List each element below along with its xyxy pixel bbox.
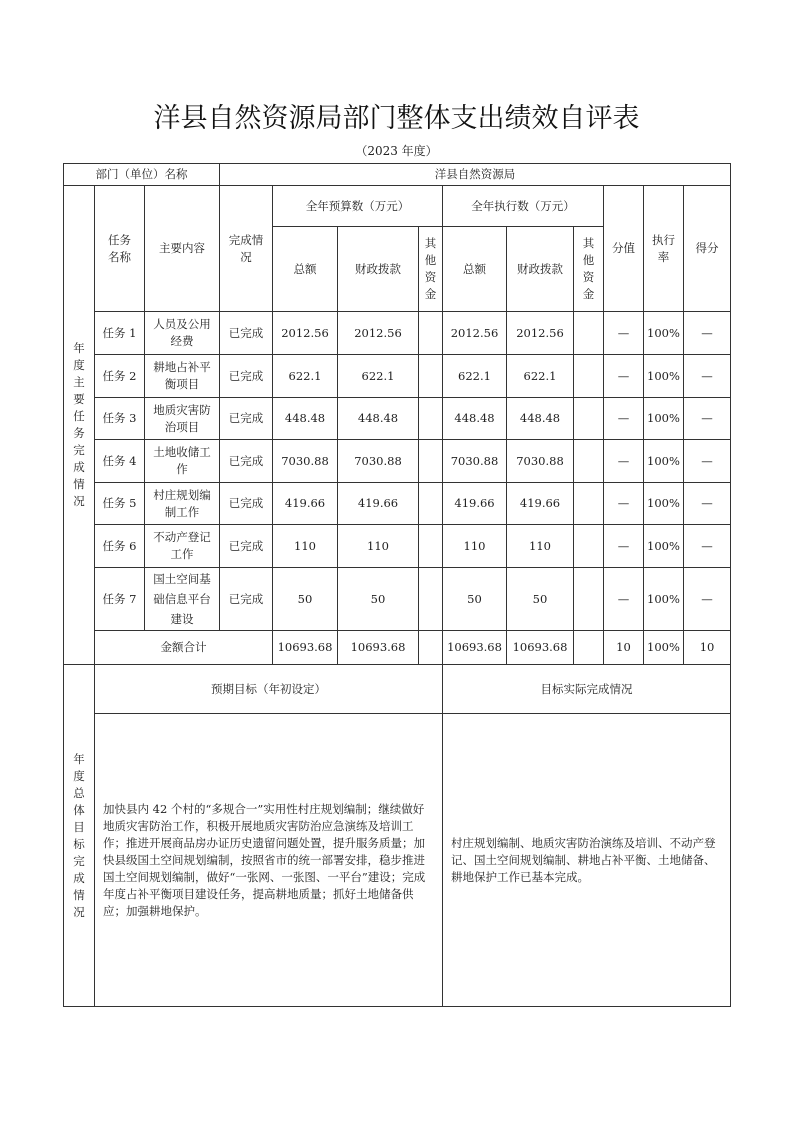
score-value: — <box>604 312 644 355</box>
total-exec-rate: 100% <box>644 631 684 665</box>
exec-rate: 100% <box>644 568 684 631</box>
exec-rate: 100% <box>644 525 684 568</box>
side-label-char: 主 <box>73 375 85 389</box>
score: — <box>684 355 731 398</box>
task-content-text: 地质灾害防治项目 <box>153 402 211 434</box>
side-label-char: 情 <box>73 477 85 491</box>
total-actual-total: 10693.68 <box>443 631 507 665</box>
side-label-char: 情 <box>73 887 85 902</box>
total-budget-total: 10693.68 <box>273 631 338 665</box>
exec-rate: 100% <box>644 312 684 355</box>
side-label-char: 任 <box>73 409 85 423</box>
goals-header-row <box>64 665 731 714</box>
header-budget-other-char: 其 <box>424 236 437 250</box>
table-row <box>64 483 731 525</box>
actual-fiscal: 2012.56 <box>507 312 574 355</box>
actual-fiscal: 622.1 <box>507 355 574 398</box>
table-row <box>64 525 731 568</box>
side-label-char: 完 <box>73 853 85 868</box>
budget-total: 110 <box>273 525 338 568</box>
actual-other <box>574 398 604 440</box>
task-status: 已完成 <box>220 525 273 568</box>
total-actual-other <box>574 631 604 665</box>
task-status: 已完成 <box>220 568 273 631</box>
actual-fiscal: 448.48 <box>507 398 574 440</box>
task-content-text: 国土空间基础信息平台建设 <box>153 572 211 626</box>
side-label-char: 成 <box>73 460 85 474</box>
budget-fiscal: 2012.56 <box>338 312 419 355</box>
expected-goal-text: 加快县内 42 个村的“多规合一”实用性村庄规划编制；继续做好地质灾害防治工作，积极开展地质灾害防治应急演练及培训工作；推进开展商品房办证历史遗留问题处置，提升服务质量；加快县级国土空间规划编制，按照省市的统一部署安排，稳步推进国土空间规划编制，做好“一张网、一张图、一平台”建设；完成年度占补平衡项目建设任务，提高耕地质量；抓好土地储备供应；加强耕地保护。 <box>95 714 443 1007</box>
self-evaluation-table <box>63 163 731 1007</box>
budget-total: 448.48 <box>273 398 338 440</box>
header-actual-fiscal: 财政拨款 <box>507 227 574 312</box>
score: — <box>684 312 731 355</box>
budget-total: 7030.88 <box>273 440 338 483</box>
actual-fiscal: 7030.88 <box>507 440 574 483</box>
task-status: 已完成 <box>220 440 273 483</box>
expected-goal-header: 预期目标（年初设定） <box>95 665 443 714</box>
task-content <box>145 312 220 355</box>
actual-total: 7030.88 <box>443 440 507 483</box>
score-value: — <box>604 398 644 440</box>
exec-rate: 100% <box>644 483 684 525</box>
section2-side-label <box>64 665 95 1007</box>
task-content-text: 土地收储工作 <box>153 445 211 476</box>
actual-total: 448.48 <box>443 398 507 440</box>
side-label-char: 成 <box>73 870 85 885</box>
side-label-char: 年 <box>73 751 85 766</box>
task-status: 已完成 <box>220 355 273 398</box>
unit-label: 部门（单位）名称 <box>64 164 220 186</box>
task-name: 任务 3 <box>95 398 145 440</box>
total-score-value: 10 <box>604 631 644 665</box>
score-value: — <box>604 440 644 483</box>
score: — <box>684 483 731 525</box>
actual-total: 419.66 <box>443 483 507 525</box>
actual-total: 50 <box>443 568 507 631</box>
document-title: 洋县自然资源局部门整体支出绩效自评表 <box>153 103 640 134</box>
task-name: 任务 6 <box>95 525 145 568</box>
side-label-char: 度 <box>73 768 85 783</box>
task-status: 已完成 <box>220 312 273 355</box>
task-status: 已完成 <box>220 398 273 440</box>
budget-fiscal: 110 <box>338 525 419 568</box>
side-label-char: 度 <box>73 358 85 372</box>
budget-other <box>419 398 443 440</box>
header-row-1 <box>64 186 731 227</box>
table-row <box>64 568 731 631</box>
task-content <box>145 440 220 483</box>
task-name: 任务 5 <box>95 483 145 525</box>
budget-other <box>419 440 443 483</box>
task-status: 已完成 <box>220 483 273 525</box>
task-content-text: 村庄规划编制工作 <box>153 487 211 519</box>
table-row <box>64 440 731 483</box>
side-label-char: 年 <box>73 341 85 355</box>
document-year: （2023 年度） <box>355 144 438 158</box>
header-task-name-text: 任务名称 <box>108 232 131 264</box>
budget-total: 419.66 <box>273 483 338 525</box>
task-content-text: 耕地占补平衡项目 <box>153 360 211 391</box>
budget-total: 2012.56 <box>273 312 338 355</box>
header-exec-rate-text: 执行率 <box>652 232 675 264</box>
table-row <box>64 398 731 440</box>
budget-fiscal: 50 <box>338 568 419 631</box>
header-completion-text: 完成情况 <box>228 232 264 264</box>
side-label-char: 总 <box>73 785 85 800</box>
header-main-content: 主要内容 <box>145 186 220 312</box>
task-content <box>145 568 220 631</box>
header-actual-other <box>574 227 604 312</box>
side-label-char: 标 <box>73 836 85 851</box>
table-row <box>64 312 731 355</box>
side-label-char: 务 <box>73 426 85 440</box>
budget-fiscal: 419.66 <box>338 483 419 525</box>
actual-goal-text: 村庄规划编制、地质灾害防治演练及培训、不动产登记、国土空间规划编制、耕地占补平衡、土地储备、耕地保护工作已基本完成。 <box>443 714 731 1007</box>
actual-other <box>574 355 604 398</box>
header-actual-other-char: 金 <box>582 287 595 301</box>
header-score-value: 分值 <box>604 186 644 312</box>
header-budget-fiscal: 财政拨款 <box>338 227 419 312</box>
side-label-char: 完 <box>73 443 85 457</box>
header-budget-other-char: 他 <box>424 253 437 267</box>
section1-side-label <box>64 186 95 665</box>
total-row <box>64 631 731 665</box>
actual-other <box>574 525 604 568</box>
budget-fiscal: 622.1 <box>338 355 419 398</box>
budget-total: 622.1 <box>273 355 338 398</box>
header-budget-other <box>419 227 443 312</box>
actual-other <box>574 568 604 631</box>
header-completion <box>220 186 273 312</box>
budget-other <box>419 312 443 355</box>
exec-rate: 100% <box>644 440 684 483</box>
task-name: 任务 1 <box>95 312 145 355</box>
actual-fiscal: 419.66 <box>507 483 574 525</box>
budget-fiscal: 7030.88 <box>338 440 419 483</box>
total-budget-fiscal: 10693.68 <box>338 631 419 665</box>
header-budget-group: 全年预算数（万元） <box>273 186 443 227</box>
score: — <box>684 568 731 631</box>
header-budget-other-char: 金 <box>424 287 437 301</box>
side-label-char: 体 <box>73 802 85 817</box>
actual-fiscal: 110 <box>507 525 574 568</box>
goals-content-row <box>64 714 731 1007</box>
score-value: — <box>604 568 644 631</box>
actual-total: 110 <box>443 525 507 568</box>
budget-other <box>419 483 443 525</box>
task-name: 任务 4 <box>95 440 145 483</box>
unit-value: 洋县自然资源局 <box>220 164 731 186</box>
header-actual-other-char: 他 <box>582 253 595 267</box>
score-value: — <box>604 483 644 525</box>
actual-total: 622.1 <box>443 355 507 398</box>
total-budget-other <box>419 631 443 665</box>
header-actual-total: 总额 <box>443 227 507 312</box>
task-content <box>145 355 220 398</box>
score: — <box>684 525 731 568</box>
total-label: 金额合计 <box>95 631 273 665</box>
score-value: — <box>604 355 644 398</box>
unit-row <box>64 164 731 186</box>
task-content <box>145 525 220 568</box>
header-actual-group: 全年执行数（万元） <box>443 186 604 227</box>
actual-other <box>574 440 604 483</box>
actual-fiscal: 50 <box>507 568 574 631</box>
actual-other <box>574 312 604 355</box>
side-label-char: 况 <box>73 494 85 508</box>
task-content-text: 人员及公用经费 <box>153 317 211 348</box>
task-content <box>145 398 220 440</box>
side-label-char: 要 <box>73 392 85 406</box>
table-row <box>64 355 731 398</box>
side-label-char: 目 <box>73 819 85 834</box>
header-budget-other-char: 资 <box>424 270 437 284</box>
task-content <box>145 483 220 525</box>
header-score: 得分 <box>684 186 731 312</box>
task-name: 任务 2 <box>95 355 145 398</box>
header-exec-rate <box>644 186 684 312</box>
budget-total: 50 <box>273 568 338 631</box>
task-name: 任务 7 <box>95 568 145 631</box>
score: — <box>684 440 731 483</box>
header-actual-other-char: 其 <box>582 236 595 250</box>
header-task-name <box>95 186 145 312</box>
header-actual-other-char: 资 <box>582 270 595 284</box>
total-score: 10 <box>684 631 731 665</box>
exec-rate: 100% <box>644 355 684 398</box>
score-value: — <box>604 525 644 568</box>
actual-goal-header: 目标实际完成情况 <box>443 665 731 714</box>
actual-total: 2012.56 <box>443 312 507 355</box>
total-actual-fiscal: 10693.68 <box>507 631 574 665</box>
task-content-text: 不动产登记工作 <box>153 530 211 561</box>
budget-other <box>419 568 443 631</box>
budget-other <box>419 355 443 398</box>
side-label-char: 况 <box>73 904 85 919</box>
exec-rate: 100% <box>644 398 684 440</box>
budget-fiscal: 448.48 <box>338 398 419 440</box>
score: — <box>684 398 731 440</box>
header-budget-total: 总额 <box>273 227 338 312</box>
budget-other <box>419 525 443 568</box>
actual-other <box>574 483 604 525</box>
